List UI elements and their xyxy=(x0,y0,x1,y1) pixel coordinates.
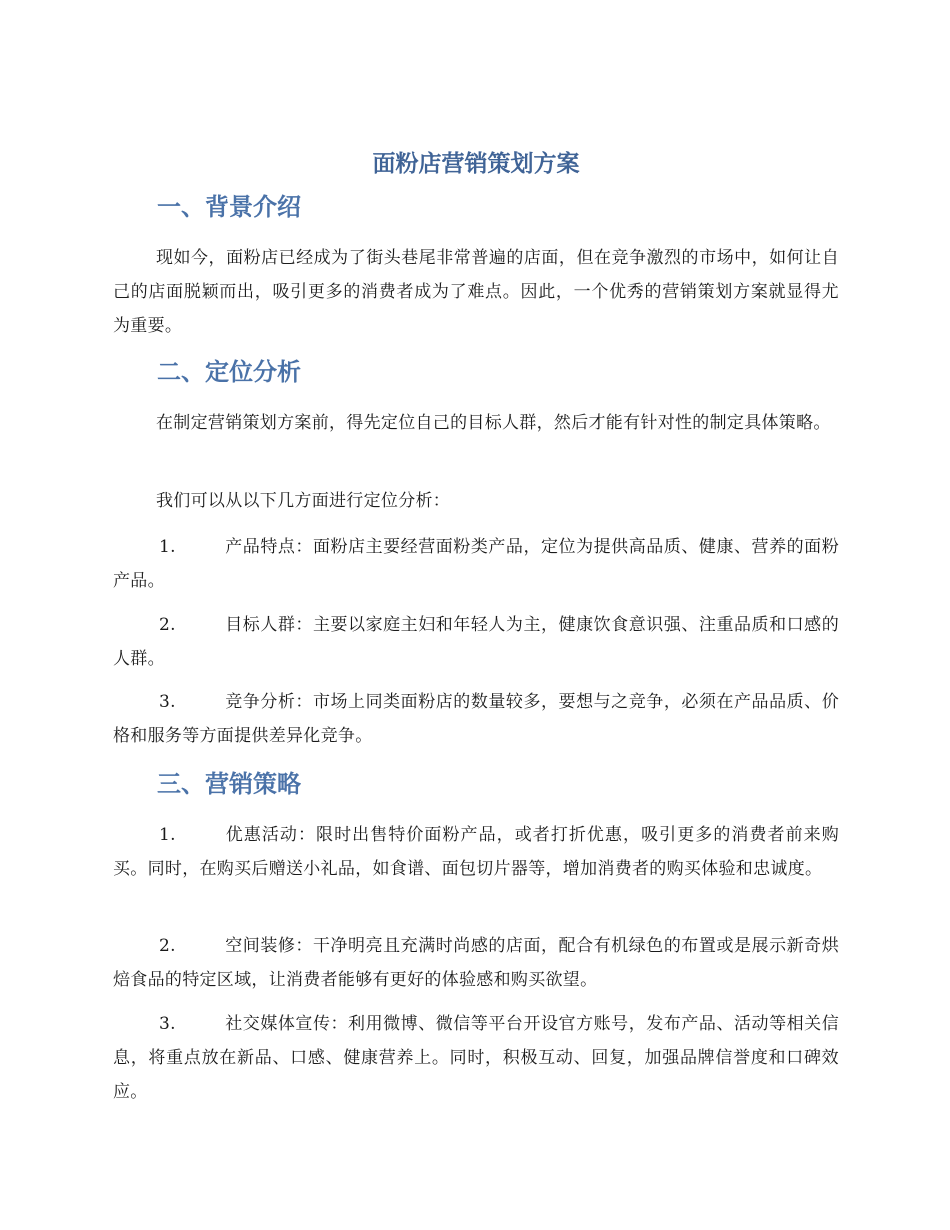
list-item-text: 竞争分析：市场上同类面粉店的数量较多，要想与之竞争，必须在产品品质、价格和服务等方面提供差异化竞争。 xyxy=(113,692,839,746)
list-item-store-decor xyxy=(113,929,839,997)
list-item-number: 2. xyxy=(159,936,176,956)
list-item-number: 1. xyxy=(159,825,176,845)
paragraph-positioning-lead: 我们可以从以下几方面进行定位分析： xyxy=(156,491,451,511)
list-item-number: 3. xyxy=(159,1014,176,1034)
list-item-competition-analysis xyxy=(113,685,839,753)
paragraph-positioning-intro: 在制定营销策划方案前，得先定位自己的目标人群，然后才能有针对性的制定具体策略。 xyxy=(156,413,831,433)
section-heading-positioning: 二、定位分析 xyxy=(157,358,301,386)
list-item-number: 2. xyxy=(159,615,176,635)
paragraph-background: 现如今，面粉店已经成为了街头巷尾非常普遍的店面，但在竞争激烈的市场中，如何让自己的店面脱颖而出，吸引更多的消费者成为了难点。因此，一个优秀的营销策划方案就显得尤为重要。 xyxy=(113,248,839,336)
document-title: 面粉店营销策划方案 xyxy=(372,151,580,177)
list-item-text: 目标人群：主要以家庭主妇和年轻人为主，健康饮食意识强、注重品质和口感的人群。 xyxy=(113,615,839,669)
list-item-text: 空间装修：干净明亮且充满时尚感的店面，配合有机绿色的布置或是展示新奇烘焙食品的特定区域，让消费者能够有更好的体验感和购买欲望。 xyxy=(113,936,839,990)
section-heading-strategy: 三、营销策略 xyxy=(157,770,301,798)
list-item-text: 社交媒体宣传：利用微博、微信等平台开设官方账号，发布产品、活动等相关信息，将重点放在新品、口感、健康营养上。同时，积极互动、回复，加强品牌信誉度和口碑效应。 xyxy=(113,1014,839,1102)
list-item-product-features xyxy=(113,530,839,598)
list-item-number: 1. xyxy=(159,537,176,557)
list-item-number: 3. xyxy=(159,692,176,712)
section-heading-background: 一、背景介绍 xyxy=(157,193,301,221)
list-item-text: 产品特点：面粉店主要经营面粉类产品，定位为提供高品质、健康、营养的面粉产品。 xyxy=(113,537,839,591)
list-item-social-media xyxy=(113,1007,839,1109)
list-item-text: 优惠活动：限时出售特价面粉产品，或者打折优惠，吸引更多的消费者前来购买。同时，在购买后赠送小礼品，如食谱、面包切片器等，增加消费者的购买体验和忠诚度。 xyxy=(113,825,839,879)
list-item-target-audience xyxy=(113,608,839,676)
list-item-promotions xyxy=(113,818,839,886)
